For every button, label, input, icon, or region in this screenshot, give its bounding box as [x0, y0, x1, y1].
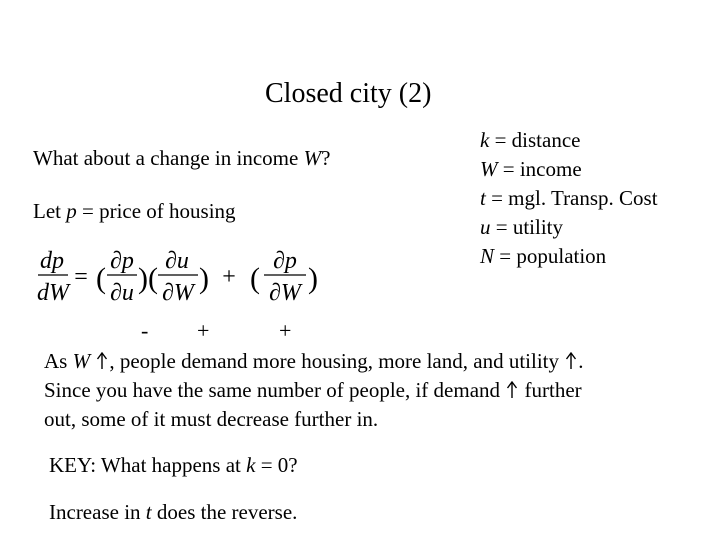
question-prefix: What about a change in income	[33, 146, 304, 170]
legend-desc: = income	[497, 157, 582, 181]
variable-legend	[480, 126, 658, 271]
let-line	[33, 199, 236, 224]
formula-close-paren: )	[138, 262, 148, 295]
formula-partial-p-2: ∂p	[273, 248, 297, 274]
formula-partial-p-1: ∂p	[110, 248, 134, 274]
slide-title: Closed city (2)	[265, 78, 432, 109]
text-span: Since you have the same number of people, if demand	[44, 378, 506, 402]
explanation-line-1	[44, 347, 704, 376]
legend-var: u	[480, 215, 491, 239]
legend-var: k	[480, 128, 490, 152]
legend-desc: = distance	[489, 128, 581, 152]
legend-var: N	[480, 244, 495, 268]
sign-1: -	[141, 318, 149, 343]
formula-close-paren: )	[199, 262, 209, 295]
key-line	[49, 453, 298, 478]
formula-lhs-numerator: dp	[40, 248, 64, 274]
formula-partial-u-1: ∂u	[110, 280, 134, 306]
increase-prefix: Increase in	[49, 500, 146, 524]
legend-desc: = population	[494, 244, 607, 268]
increase-var: t	[145, 500, 152, 524]
legend-desc: = utility	[490, 215, 564, 239]
formula-close-paren: )	[308, 262, 318, 295]
formula-open-paren: (	[250, 262, 260, 295]
explanation-paragraph	[44, 347, 704, 434]
sign-3: +	[279, 318, 292, 343]
let-var: p	[66, 199, 77, 223]
text-span: As	[44, 349, 73, 373]
key-prefix: KEY: What happens at	[49, 453, 247, 477]
increase-line	[49, 500, 297, 525]
question-var: W	[303, 146, 322, 170]
formula-lhs-denominator: dW	[37, 280, 69, 306]
up-arrow-icon	[506, 381, 518, 399]
legend-item-k	[480, 126, 658, 155]
formula-open-paren: (	[148, 262, 158, 295]
legend-item-t	[480, 184, 658, 213]
text-span: , people demand more housing, more land, and utility	[109, 349, 565, 373]
key-suffix: = 0?	[255, 453, 298, 477]
up-arrow-icon	[565, 352, 577, 370]
legend-item-W	[480, 155, 658, 184]
key-var: k	[246, 453, 256, 477]
legend-item-u	[480, 213, 658, 242]
text-span: .	[578, 349, 584, 373]
let-prefix: Let	[33, 199, 67, 223]
legend-var: t	[480, 186, 486, 210]
formula-equals: =	[74, 264, 88, 290]
question-line	[33, 146, 330, 171]
formula-partial-W-1: ∂W	[162, 280, 194, 306]
formula-partial-u-2: ∂u	[165, 248, 189, 274]
explanation-line-3: out, some of it must decrease further in.	[44, 407, 379, 431]
formula-plus: +	[222, 264, 236, 290]
formula-partial-W-2: ∂W	[269, 280, 301, 306]
legend-desc: = mgl. Transp. Cost	[485, 186, 658, 210]
text-span: further	[519, 378, 582, 402]
derivative-formula	[38, 244, 330, 308]
up-arrow-icon	[96, 352, 108, 370]
legend-var: W	[480, 157, 498, 181]
sign-2: +	[197, 318, 210, 343]
let-suffix: = price of housing	[76, 199, 236, 223]
increase-suffix: does the reverse.	[151, 500, 298, 524]
text-var: W	[72, 349, 91, 373]
question-suffix: ?	[321, 146, 331, 170]
legend-item-N	[480, 242, 658, 271]
explanation-line-2	[44, 376, 704, 405]
formula-open-paren: (	[96, 262, 106, 295]
